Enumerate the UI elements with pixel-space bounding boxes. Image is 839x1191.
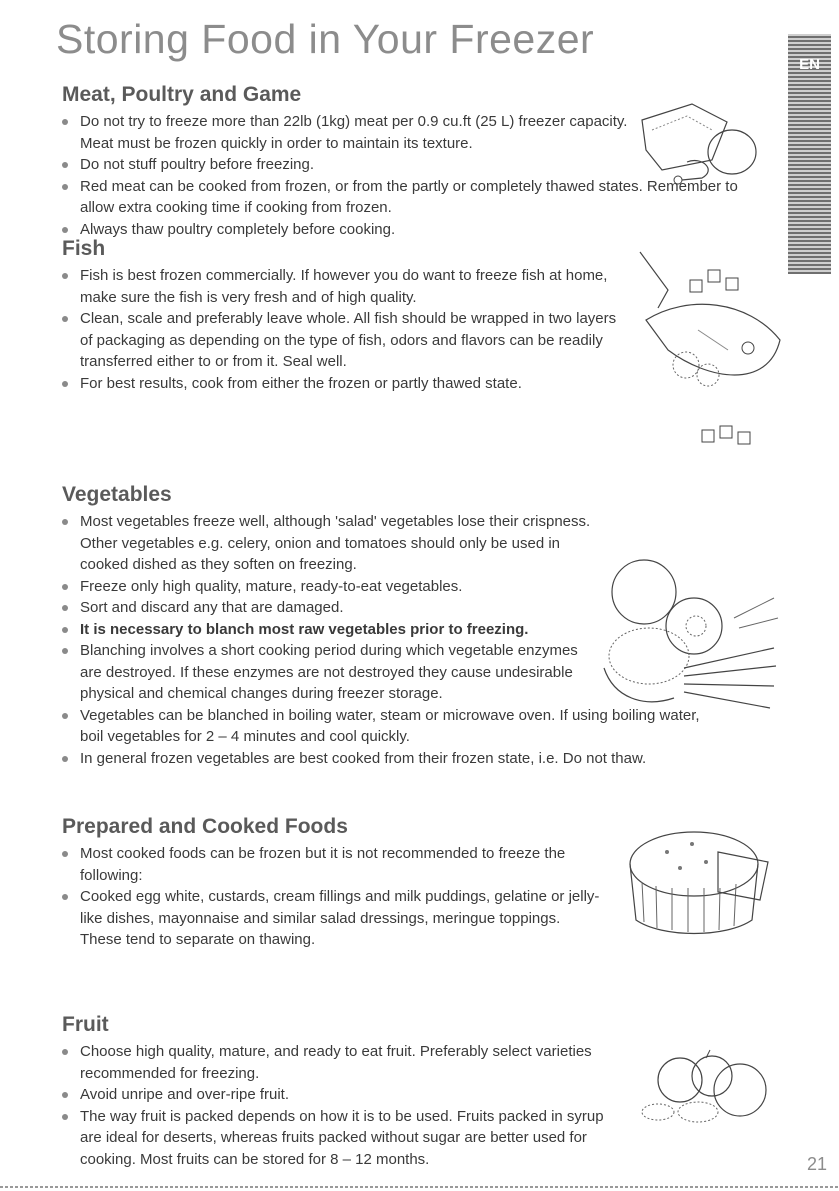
- list-item: Red meat can be cooked from frozen, or from the partly or completely thawed states. Remember to allow extra cooking time if cooking from frozen.: [62, 176, 740, 219]
- section-heading-prepared: Prepared and Cooked Foods: [62, 815, 348, 838]
- list-item: Clean, scale and preferably leave whole. All fish should be wrapped in two layers of packaging as depending on the type of fish, odors and flavors can be readily transferred either to or from it. Seal well.: [62, 308, 622, 373]
- bullet-list-prepared: [62, 843, 602, 951]
- section-fruit: [62, 1013, 622, 1170]
- section-meat: [62, 83, 738, 240]
- footer-rule: [0, 1186, 839, 1188]
- fish-illustration: [638, 250, 788, 472]
- section-heading-meat: Meat, Poultry and Game: [62, 83, 302, 106]
- section-heading-fish: Fish: [62, 237, 106, 260]
- list-item: Fish is best frozen commercially. If however you do want to freeze fish at home, make sure the fish is very fresh and of high quality.: [62, 265, 622, 308]
- language-tab-label: EN: [799, 56, 820, 73]
- section-heading-vegetables: Vegetables: [62, 483, 172, 506]
- list-item: Blanching involves a short cooking period during which vegetable enzymes are destroyed. If these enzymes are not destroyed they cause undesirable physical and chemical changes during freezer storage.: [62, 640, 602, 705]
- list-item: Always thaw poultry completely before cooking.: [62, 219, 652, 241]
- section-fish: [62, 237, 622, 394]
- page-title: Storing Food in Your Freezer: [56, 16, 595, 62]
- list-item: Do not stuff poultry before freezing.: [62, 154, 652, 176]
- bullet-list-vegetables: [62, 511, 700, 769]
- list-item: Freeze only high quality, mature, ready-to-eat vegetables.: [62, 576, 602, 598]
- fruit-illustration: [636, 1046, 770, 1132]
- meat-illustration: [632, 100, 762, 186]
- list-item: Avoid unripe and over-ripe fruit.: [62, 1084, 622, 1106]
- list-item-emphasis: It is necessary to blanch most raw vegetables prior to freezing.: [62, 619, 602, 641]
- list-item: Vegetables can be blanched in boiling water, steam or microwave oven. If using boiling water, boil vegetables for 2 – 4 minutes and cool quickly.: [62, 705, 720, 748]
- list-item: Cooked egg white, custards, cream fillings and milk puddings, gelatine or jelly-like dishes, mayonnaise and similar salad dressings, meringue toppings. These tend to separate on thawing.: [62, 886, 602, 951]
- list-item: For best results, cook from either the frozen or partly thawed state.: [62, 373, 622, 395]
- section-heading-fruit: Fruit: [62, 1013, 109, 1036]
- list-item: Sort and discard any that are damaged.: [62, 597, 602, 619]
- bullet-list-fish: [62, 265, 622, 394]
- list-item: Choose high quality, mature, and ready to eat fruit. Preferably select varieties recommended for freezing.: [62, 1041, 622, 1084]
- language-tab: [788, 34, 831, 274]
- vegetables-illustration: [584, 548, 780, 722]
- bullet-list-meat: [62, 111, 738, 240]
- section-vegetables: [62, 483, 700, 769]
- list-item: The way fruit is packed depends on how it is to be used. Fruits packed in syrup are ideal for deserts, whereas fruits packed without sugar are better used for cooking. Most fruits can be stored for 8 – 12 months.: [62, 1106, 622, 1171]
- list-item: In general frozen vegetables are best cooked from their frozen state, i.e. Do not thaw.: [62, 748, 800, 770]
- list-item: Most cooked foods can be frozen but it is not recommended to freeze the following:: [62, 843, 602, 886]
- list-item: Do not try to freeze more than 22lb (1kg) meat per 0.9 cu.ft (25 L) freezer capacity. Meat must be frozen quickly in order to maintain its texture.: [62, 111, 652, 154]
- section-prepared: [62, 815, 602, 951]
- bullet-list-fruit: [62, 1041, 622, 1170]
- list-item: Most vegetables freeze well, although 'salad' vegetables lose their crispness. Other vegetables e.g. celery, onion and tomatoes should only be used in cooked dished as they soften on freezing.: [62, 511, 602, 576]
- tart-illustration: [622, 822, 772, 942]
- page-number: 21: [806, 1154, 827, 1174]
